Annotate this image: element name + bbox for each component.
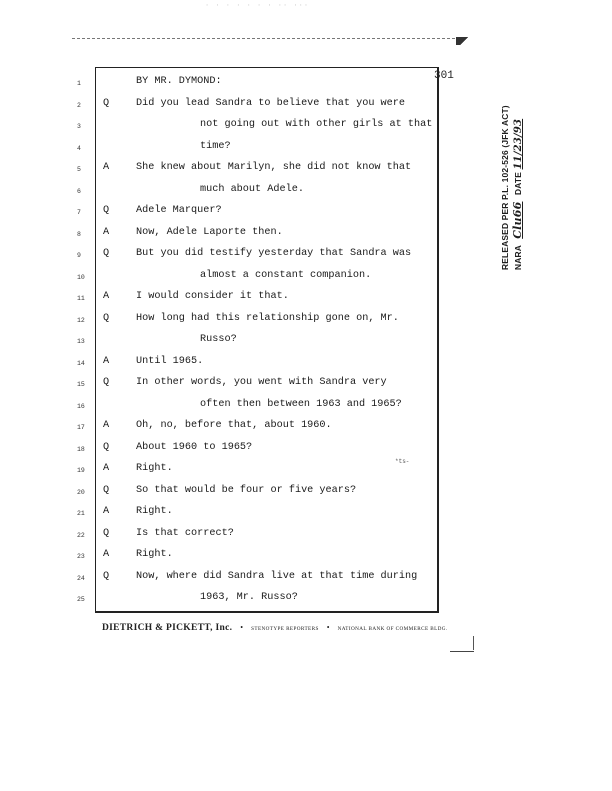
faint-header-text: · · · · · · · ·· ···: [205, 2, 310, 10]
footer-service: STENOTYPE REPORTERS: [251, 626, 319, 632]
line-text: BY MR. DYMOND:: [136, 76, 222, 87]
speaker-label: Q: [103, 484, 110, 496]
line-number: 19: [77, 467, 85, 474]
speaker-label: Q: [103, 248, 110, 259]
footer-dot-2: •: [326, 623, 330, 632]
footer-firm-name: DIETRICH & PICKETT, Inc.: [102, 623, 233, 633]
line-number: 5: [77, 166, 81, 173]
line-text: In other words, you went with Sandra very: [136, 377, 387, 388]
release-stamp: [500, 105, 523, 270]
speaker-label: Q: [103, 205, 110, 216]
line-number: 17: [77, 424, 85, 431]
lower-margin-tick: [473, 636, 474, 650]
line-text: Did you lead Sandra to believe that you were: [136, 97, 405, 109]
line-number: 16: [77, 402, 85, 410]
footer-dot-1: •: [240, 623, 244, 632]
transcript-line: [103, 571, 433, 593]
speaker-label: A: [103, 463, 110, 474]
line-text: Until 1965.: [136, 355, 204, 367]
speaker-label: A: [103, 420, 110, 431]
line-number: 13: [77, 338, 85, 345]
line-text: Oh, no, before that, about 1960.: [136, 420, 332, 431]
lower-margin-mark: [450, 645, 474, 652]
line-text: How long had this relationship gone on, Mr.: [136, 312, 399, 324]
transcript-line: [103, 248, 433, 270]
speaker-label: Q: [103, 377, 110, 388]
speaker-label: Q: [103, 570, 110, 582]
speaker-label: A: [103, 355, 110, 367]
page-number: 301: [434, 70, 454, 82]
transcript-line: [103, 270, 433, 292]
line-text: Adele Marquer?: [136, 205, 222, 216]
line-number: 8: [77, 230, 81, 238]
transcript-line: [103, 399, 433, 421]
line-number: 1: [77, 80, 81, 87]
speaker-label: Q: [103, 312, 110, 324]
transcript-line: [103, 592, 433, 614]
line-text: almost a constant companion.: [200, 269, 372, 281]
speaker-label: A: [103, 226, 110, 238]
line-number: 7: [77, 209, 81, 216]
transcript-line: [103, 313, 433, 335]
line-text: About 1960 to 1965?: [136, 441, 253, 453]
transcript-line: [103, 485, 433, 507]
top-dashed-rule: [72, 38, 460, 39]
line-number: 23: [77, 553, 85, 560]
line-text: often then between 1963 and 1965?: [200, 398, 402, 410]
line-text: not going out with other girls at that: [200, 119, 433, 130]
line-number: 18: [77, 445, 85, 453]
transcript-line: [103, 506, 433, 528]
line-text: Russo?: [200, 334, 237, 345]
line-text: So that would be four or five years?: [136, 484, 357, 496]
line-text: Right.: [136, 506, 173, 517]
transcript-line: [103, 119, 433, 141]
line-text: She knew about Marilyn, she did not know that: [136, 162, 412, 173]
speaker-label: A: [103, 291, 110, 302]
line-number: 3: [77, 123, 81, 130]
footer: [102, 617, 448, 635]
transcript-line: [103, 528, 433, 550]
transcript-line: [103, 463, 433, 485]
transcript-line: [103, 98, 433, 120]
release-stamp-line1: RELEASED PER P.L. 102-526 (JFK ACT): [500, 105, 510, 270]
line-text: Is that correct?: [136, 527, 234, 539]
line-number: 12: [77, 316, 85, 324]
transcript-line: [103, 442, 433, 464]
transcript-line: [103, 420, 433, 442]
line-number: 21: [77, 510, 85, 517]
release-stamp-line2: [511, 105, 523, 270]
transcript-line: [103, 549, 433, 571]
line-text: much about Adele.: [200, 183, 304, 195]
transcript-line: [103, 291, 433, 313]
speaker-label: A: [103, 506, 110, 517]
line-number: 22: [77, 531, 85, 539]
speaker-label: Q: [103, 441, 110, 453]
transcript-line: [103, 205, 433, 227]
speaker-label: A: [103, 549, 110, 560]
line-text: Now, where did Sandra live at that time during: [136, 570, 418, 582]
line-text: But you did testify yesterday that Sandra was: [136, 248, 412, 259]
transcript-line: [103, 334, 433, 356]
transcript-line: [103, 76, 433, 98]
footer-location: NATIONAL BANK OF COMMERCE BLDG.: [337, 626, 448, 632]
line-number: 9: [77, 252, 81, 259]
nara-label: NARA: [513, 245, 523, 270]
reviewer-signature: Clu66: [511, 201, 524, 239]
line-text: 1963, Mr. Russo?: [200, 592, 298, 603]
transcript-lines: [103, 76, 433, 614]
stray-mark: *ts-: [395, 458, 410, 465]
line-number: 20: [77, 488, 85, 496]
line-number: 25: [77, 596, 85, 603]
line-text: I would consider it that.: [136, 291, 289, 302]
release-date: 11/23/93: [513, 118, 524, 170]
speaker-label: A: [103, 162, 110, 173]
line-number: 24: [77, 574, 85, 582]
line-number: 15: [77, 381, 85, 388]
transcript-line: [103, 356, 433, 378]
line-number-column: [77, 79, 95, 617]
date-label: DATE: [513, 172, 523, 195]
line-text: time?: [200, 140, 231, 152]
line-number: 14: [77, 359, 85, 367]
line-number: 11: [77, 295, 85, 302]
line-number: 4: [77, 144, 81, 152]
transcript-line: [103, 162, 433, 184]
line-text: Now, Adele Laporte then.: [136, 226, 283, 238]
speaker-label: Q: [103, 527, 110, 539]
speaker-label: Q: [103, 97, 110, 109]
line-number: 6: [77, 187, 81, 195]
line-text: Right.: [136, 463, 173, 474]
line-number: 10: [77, 273, 85, 281]
transcript-line: [103, 184, 433, 206]
transcript-line: [103, 377, 433, 399]
line-text: Right.: [136, 549, 173, 560]
transcript-line: [103, 227, 433, 249]
transcript-line: [103, 141, 433, 163]
line-number: 2: [77, 101, 81, 109]
corner-mark: [456, 37, 470, 45]
